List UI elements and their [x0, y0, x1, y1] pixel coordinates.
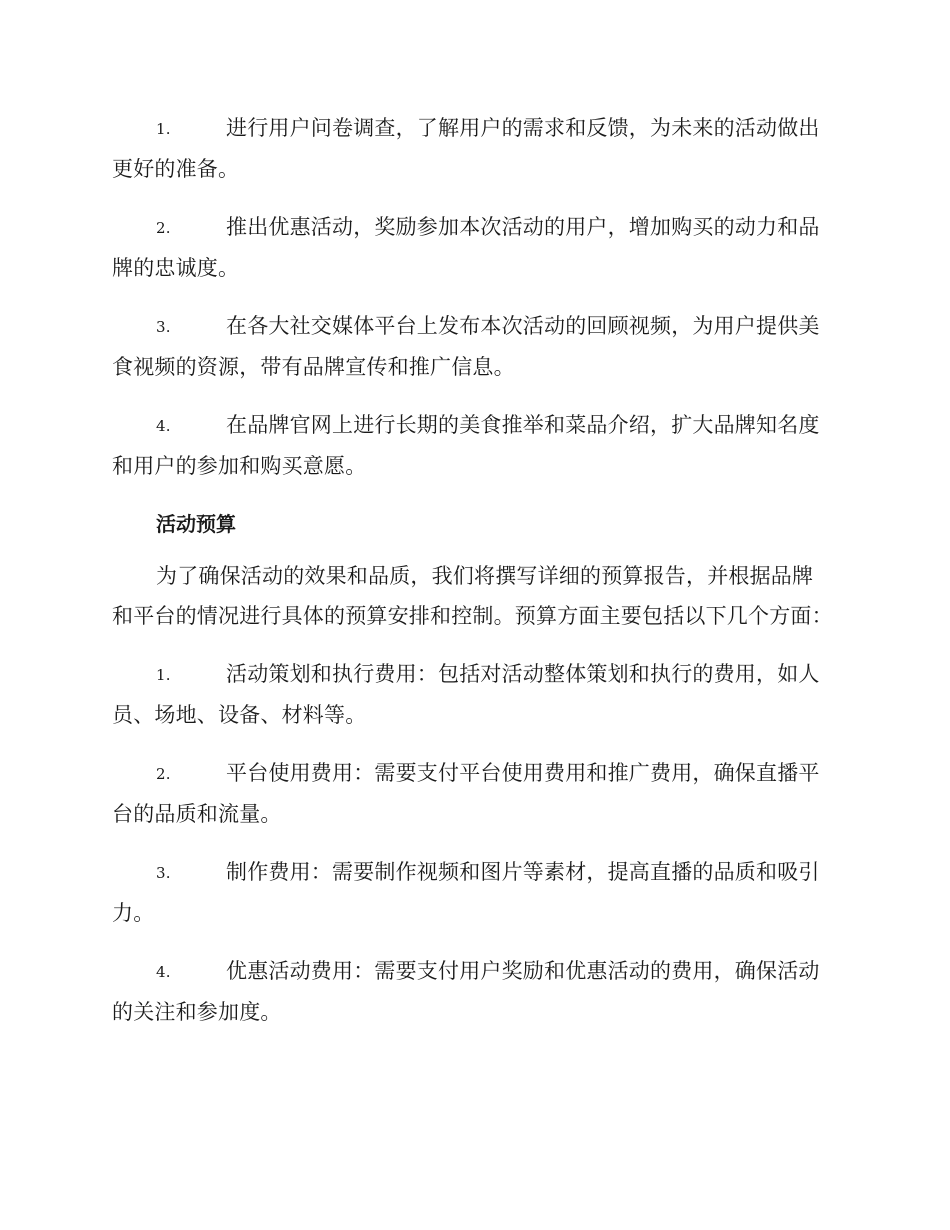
budget-item-2: [112, 753, 834, 834]
list-text: 推出优惠活动，奖励参加本次活动的用户，增加购买的动力和品牌的忠诚度。: [112, 215, 820, 280]
list-number: 4.: [156, 963, 171, 981]
list-number: 3.: [156, 864, 171, 882]
list-text: 进行用户问卷调查，了解用户的需求和反馈，为未来的活动做出更好的准备。: [112, 116, 820, 181]
budget-item-4: [112, 951, 834, 1032]
list-text: 活动策划和执行费用：包括对活动整体策划和执行的费用，如人员、场地、设备、材料等。: [112, 662, 820, 727]
list-number: 4.: [156, 417, 171, 435]
section-intro: 为了确保活动的效果和品质，我们将撰写详细的预算报告，并根据品牌和平台的情况进行具体的预算安排和控制。预算方面主要包括以下几个方面：: [112, 564, 833, 628]
list-number: 2.: [156, 219, 171, 237]
list-text: 在品牌官网上进行长期的美食推举和菜品介绍，扩大品牌知名度和用户的参加和购买意愿。: [112, 413, 820, 478]
budget-item-3: [112, 852, 834, 933]
list-text: 平台使用费用：需要支付平台使用费用和推广费用，确保直播平台的品质和流量。: [112, 761, 820, 826]
list-number: 1.: [156, 120, 171, 138]
list-item-4: [112, 405, 834, 486]
list-text: 优惠活动费用：需要支付用户奖励和优惠活动的费用，确保活动的关注和参加度。: [112, 959, 820, 1024]
budget-item-1: [112, 654, 834, 735]
section-heading: 活动预算: [156, 512, 236, 536]
list-number: 3.: [156, 318, 171, 336]
list-number: 2.: [156, 765, 171, 783]
document-page: [112, 108, 834, 1050]
list-number: 1.: [156, 666, 171, 684]
list-text: 在各大社交媒体平台上发布本次活动的回顾视频，为用户提供美食视频的资源，带有品牌宣传和推广信息。: [112, 314, 820, 379]
list-item-1: [112, 108, 834, 189]
list-item-2: [112, 207, 834, 288]
list-text: 制作费用：需要制作视频和图片等素材，提高直播的品质和吸引力。: [112, 860, 820, 925]
list-item-3: [112, 306, 834, 387]
